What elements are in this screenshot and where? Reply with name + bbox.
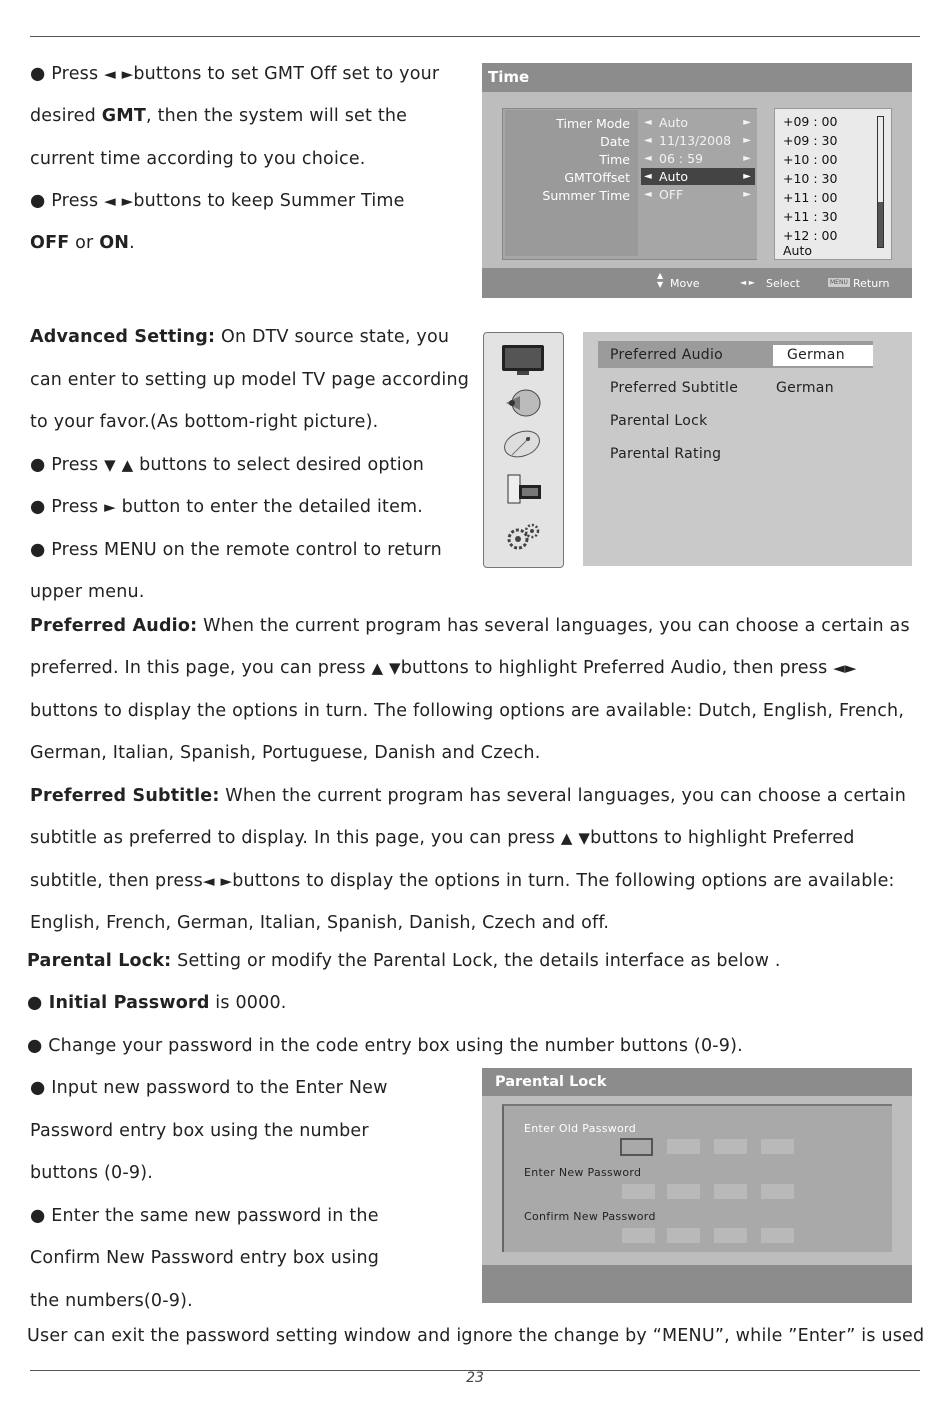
text-line: User can exit the password setting window and ignore the change by “MENU”, while ”Enter” is used [27,1326,925,1346]
text-line: ● Enter the same new password in the [30,1206,379,1226]
menu-labels [505,110,638,256]
time-settings-panel [482,63,912,298]
old-password-digit-2[interactable] [667,1139,700,1154]
old-password-label: Enter Old Password [524,1122,636,1135]
new-password-digit-2[interactable] [667,1184,700,1199]
panel-footer [482,1265,912,1303]
new-password-digit-1[interactable] [622,1184,655,1199]
summer-time-value[interactable]: ◄ OFF ► [644,187,751,202]
menu-icon-column [483,332,564,568]
text-line: ● Input new password to the Enter New [30,1078,388,1098]
text-line: ● Press MENU on the remote control to return [30,540,442,560]
new-password-digit-4[interactable] [761,1184,794,1199]
list-item[interactable]: Auto [783,243,813,258]
scrollbar[interactable] [877,116,884,248]
list-item[interactable]: +09 : 30 [783,133,838,148]
parental-rating-label[interactable]: Parental Rating [610,446,722,462]
preferred-subtitle-label[interactable]: Preferred Subtitle [610,380,739,396]
move-hint: Move [670,277,700,290]
old-password-digit-1[interactable] [620,1138,653,1156]
satellite-icon[interactable] [500,429,546,463]
preferred-subtitle-value[interactable]: German [776,380,834,396]
text-line: buttons (0-9). [30,1163,154,1183]
confirm-password-digit-1[interactable] [622,1228,655,1243]
gmt-offset-value[interactable]: ◄ Auto ► [641,168,755,185]
left-right-arrows-icon: ◄ ► [740,278,755,287]
time-value[interactable]: ◄ 06 : 59 ► [644,151,751,166]
new-password-label: Enter New Password [524,1166,642,1179]
text-line: Preferred Subtitle: When the current program has several languages, you can choose a certain [30,786,907,806]
gears-icon[interactable] [500,519,546,553]
text-line: Parental Lock: Setting or modify the Parental Lock, the details interface as below . [27,951,781,971]
up-down-arrows-icon: ▲ ▼ [657,271,664,289]
confirm-password-digit-4[interactable] [761,1228,794,1243]
left-arrow-icon: ◄ [644,135,652,146]
text-line: preferred. In this page, you can press ▲ ▼buttons to highlight Preferred Audio, then press ◄► [30,658,857,678]
text-line: desired GMT, then the system will set the [30,106,408,126]
text-line: subtitle as preferred to display. In this page, you can press ▲ ▼buttons to highlight Preferred [30,828,855,848]
list-item[interactable]: +09 : 00 [783,114,838,129]
text-line: ● Change your password in the code entry box using the number buttons (0-9). [27,1036,743,1056]
tv-icon[interactable] [500,343,546,377]
summer-time-label: Summer Time [542,188,630,203]
list-item[interactable]: +10 : 30 [783,171,838,186]
gmt-offset-label: GMTOffset [564,170,630,185]
left-arrow-icon: ◄ [644,171,652,182]
panel-footer [482,268,912,298]
scrollbar-thumb[interactable] [878,202,883,247]
right-arrow-icon: ► [743,117,751,128]
right-arrow-icon: ► [743,171,751,182]
list-item[interactable]: +10 : 00 [783,152,838,167]
text-line: ● Initial Password is 0000. [27,993,287,1013]
panel-title: Time [482,63,912,92]
text-line: the numbers(0-9). [30,1291,193,1311]
text-line: ● Press ◄ ►buttons to keep Summer Time [30,191,405,211]
preferred-audio-value[interactable]: German [773,345,873,366]
left-arrow-icon: ◄ [644,153,652,164]
text-line: subtitle, then press◄ ►buttons to display the options in turn. The following options are available: [30,871,895,891]
text-line: English, French, German, Italian, Spanish, Danish, Czech and off. [30,913,610,933]
return-hint: Return [853,277,890,290]
advanced-setting-panel [583,332,912,566]
menu-key-icon: MENU [830,279,848,286]
text-line: to your favor.(As bottom-right picture). [30,412,379,432]
list-item[interactable]: +12 : 00 [783,228,838,243]
old-password-digit-3[interactable] [714,1139,747,1154]
right-arrow-icon: ► [743,153,751,164]
list-item[interactable]: +11 : 30 [783,209,838,224]
gmt-offset-list[interactable] [774,108,892,260]
text-line: Preferred Audio: When the current program has several languages, you can choose a certain as [30,616,910,636]
text-line: ● Press ► button to enter the detailed item. [30,497,424,517]
parental-lock-panel [482,1068,912,1303]
timer-mode-label: Timer Mode [556,116,630,131]
confirm-password-label: Confirm New Password [524,1210,656,1223]
confirm-password-digit-3[interactable] [714,1228,747,1243]
top-rule [30,36,920,37]
text-line: German, Italian, Spanish, Portuguese, Danish and Czech. [30,743,541,763]
time-settings-menu [502,108,757,260]
text-line: buttons to display the options in turn. The following options are available: Dutch, English, French, [30,701,905,721]
new-password-digit-3[interactable] [714,1184,747,1199]
satellite-dish-icon[interactable] [500,386,546,420]
text-line: Advanced Setting: On DTV source state, you [30,327,450,347]
confirm-password-digit-2[interactable] [667,1228,700,1243]
old-password-digit-4[interactable] [761,1139,794,1154]
text-line: can enter to setting up model TV page according [30,370,470,390]
password-form [502,1104,892,1252]
text-line: current time according to you choice. [30,149,366,169]
preferred-audio-label[interactable]: Preferred Audio [610,347,723,363]
text-line: ● Press ◄ ►buttons to set GMT Off set to your [30,64,440,84]
left-arrow-icon: ◄ [644,189,652,200]
text-line: upper menu. [30,582,145,602]
parental-lock-label[interactable]: Parental Lock [610,413,708,429]
list-item[interactable]: +11 : 00 [783,190,838,205]
text-line: ● Press ▼ ▲ buttons to select desired option [30,455,425,475]
date-value[interactable]: ◄ 11/13/2008 ► [644,133,751,148]
time-label: Time [599,152,630,167]
text-line: Confirm New Password entry box using [30,1248,380,1268]
left-arrow-icon: ◄ [644,117,652,128]
date-label: Date [600,134,630,149]
select-hint: Select [766,277,800,290]
right-arrow-icon: ► [743,189,751,200]
text-line: Password entry box using the number [30,1121,369,1141]
computer-icon[interactable] [500,472,546,506]
text-line: OFF or ON. [30,233,135,253]
right-arrow-icon: ► [743,135,751,146]
page-number: 23 [466,1370,484,1386]
panel-title: Parental Lock [482,1068,912,1096]
timer-mode-value[interactable]: ◄ Auto ► [644,115,751,130]
